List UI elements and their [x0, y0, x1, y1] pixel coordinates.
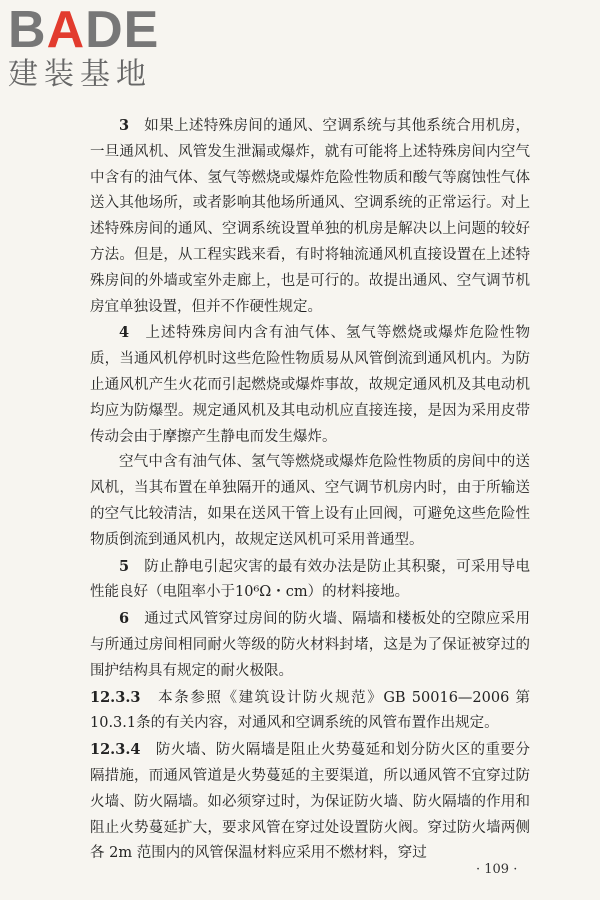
logo-letter-a-accent: A — [46, 1, 86, 59]
page-number: · 109 · — [476, 862, 518, 877]
item-number: 3 — [119, 117, 130, 134]
logo-chinese: 建装基地 — [8, 57, 152, 92]
logo-letters-de: DE — [85, 1, 160, 59]
item-number: 5 — [119, 557, 130, 575]
section-12-3-3 — [90, 685, 530, 738]
paragraph-item-3 — [90, 113, 530, 320]
logo — [8, 1, 160, 92]
document-body — [90, 113, 530, 867]
paragraph-item-5 — [90, 554, 530, 607]
paragraph-text: 上述特殊房间内含有油气体、氢气等燃烧或爆炸危险性物质，当通风机停机时这些危险性物质易从风管倒流到通风机内。为防止通风机产生火花而引起燃烧或爆炸事故，故规定通风机及其电动机均应为防爆型。规定通风机及其电动机应直接连接，是因为采用皮带传动会由于摩擦产生静电而发生爆炸。 — [90, 325, 531, 445]
section-number: 12.3.4 — [90, 741, 141, 759]
paragraph-text: 空气中含有油气体、氢气等燃烧或爆炸危险性物质的房间中的送风机，当其布置在单独隔开的通风、空气调节机房内时，由于所输送的空气比较清洁，如果在送风干管上设有止回阀，可避免这些危险性物质倒流到通风机内，故规定送风机可采用普通型。 — [90, 454, 530, 548]
item-number: 6 — [119, 610, 130, 628]
paragraph-text: 本条参照《建筑设计防火规范》GB 50016—2006 第10.3.1条的有关内容，对通风和空调系统的风管布置作出规定。 — [90, 689, 531, 732]
paragraph-text: 防火墙、防火隔墙是阻止火势蔓延和划分防火区的重要分隔措施，而通风管道是火势蔓延的主要渠道，所以通风管不宜穿过防火墙、防火隔墙。如必须穿过时，为保证防火墙、防火隔墙的作用和阻止火势蔓延扩大，要求风管在穿过处设置防火阀。穿过防火墙两侧各 2m 范围内的风管保温材料应采用不燃材料，穿过 — [90, 742, 531, 862]
paragraph-text: 如果上述特殊房间的通风、空调系统与其他系统合用机房，一旦通风机、风管发生泄漏或爆炸，就有可能将上述特殊房间内空气中含有的油气体、氢气等燃烧或爆炸危险性物质和酸气等腐蚀性气体送入其他场所，或者影响其他场所通风、空调系统的正常运行。对上述特殊房间的通风、空调系统设置单独的机房是解决以上问题的较好方法。但是，从工程实践来看，有时将轴流通风机直接设置在上述特殊房间的外墙或室外走廊上，也是可行的。故提出通风、空气调节机房宜单独设置，但并不作硬性规定。 — [90, 118, 531, 315]
paragraph-item-6 — [90, 606, 530, 684]
paragraph-text: 通过式风管穿过房间的防火墙、隔墙和楼板处的空隙应采用与所通过房间相同耐火等级的防火材料封堵，这是为了保证被穿过的围护结构具有规定的耐火极限。 — [90, 611, 531, 679]
paragraph-item-4 — [90, 320, 530, 450]
logo-latin — [8, 1, 160, 59]
section-12-3-4 — [90, 737, 530, 867]
paragraph-text: 防止静电引起灾害的最有效办法是防止其积聚，可采用导电性能良好（电阻率小于10⁶Ω・cm）的材料接地。 — [90, 558, 531, 601]
item-number: 4 — [119, 324, 130, 342]
paragraph-plain — [90, 450, 530, 553]
section-number: 12.3.3 — [90, 688, 141, 706]
logo-letter-b: B — [8, 1, 47, 59]
